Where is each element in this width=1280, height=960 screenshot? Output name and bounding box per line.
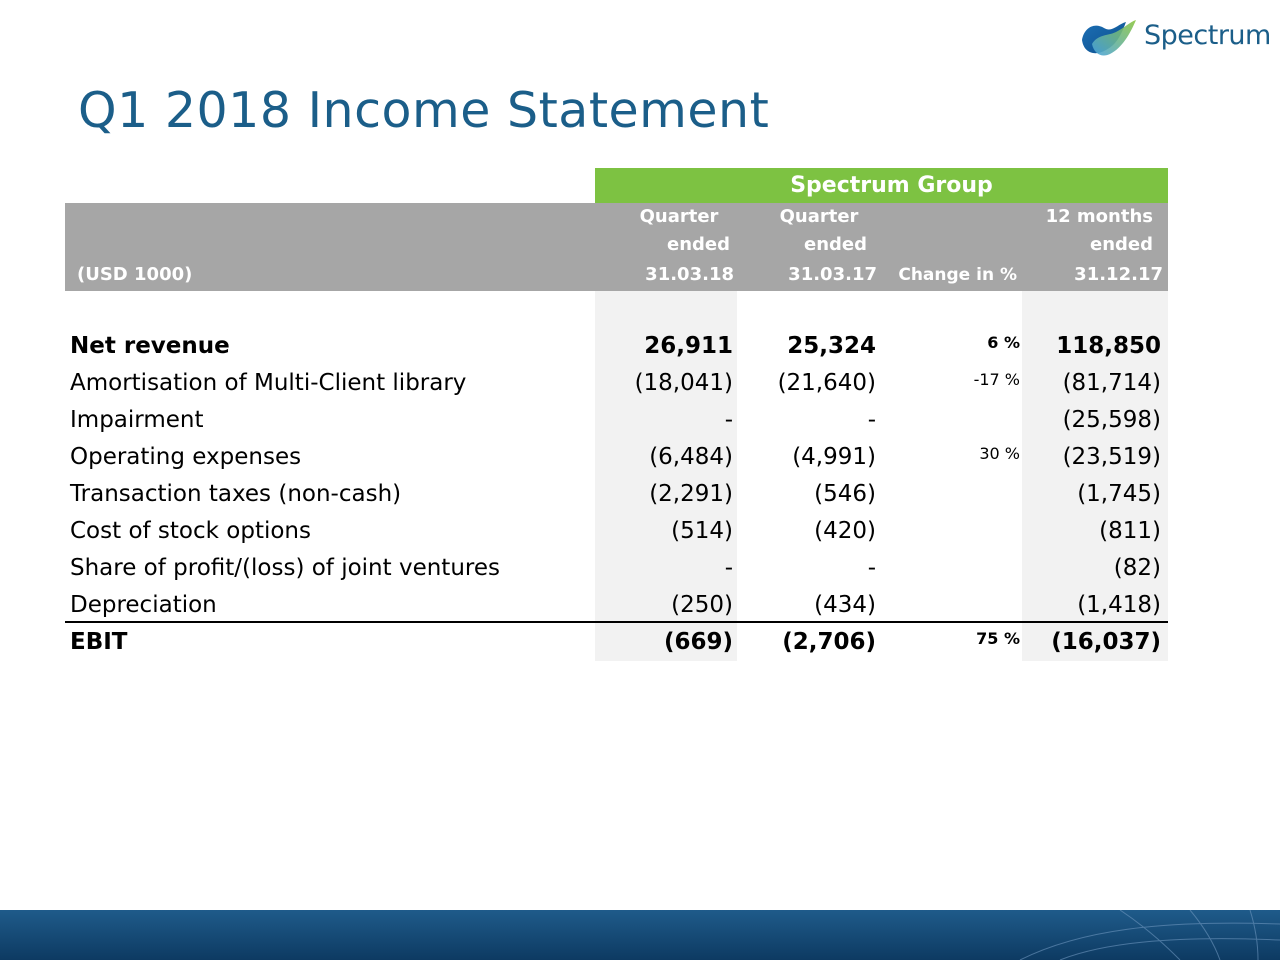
cell-q1-2018: (6,484) (649, 444, 733, 470)
column-header-q1-2018-line3 (610, 261, 734, 289)
table-row (68, 624, 1168, 661)
table-row (68, 328, 1168, 365)
column-header-q1-2018-line2 (610, 231, 730, 259)
row-label: Share of profit/(loss) of joint ventures (70, 555, 500, 581)
column-header-line: 31.03.18 (645, 264, 734, 285)
cell-fy-2017: (25,598) (1062, 407, 1161, 433)
column-header-fy-2017-line3 (1025, 261, 1163, 289)
column-header-q1-2017-line2 (755, 231, 867, 259)
row-label: Amortisation of Multi-Client library (70, 370, 467, 396)
cell-q1-2018: (18,041) (634, 370, 733, 396)
cell-fy-2017: (23,519) (1062, 444, 1161, 470)
cell-fy-2017: (811) (1099, 518, 1161, 544)
cell-q1-2017: 25,324 (787, 333, 876, 359)
cell-q1-2017: - (867, 555, 876, 581)
cell-fy-2017: 118,850 (1056, 333, 1161, 359)
cell-q1-2018: - (724, 555, 733, 581)
cell-change-percent: 30 % (979, 444, 1020, 463)
cell-fy-2017: (1,745) (1077, 481, 1161, 507)
group-header: Spectrum Group (595, 168, 1168, 203)
column-header-line: Quarter (779, 206, 859, 227)
row-label: Depreciation (70, 592, 217, 618)
cell-q1-2017: (21,640) (777, 370, 876, 396)
cell-q1-2017: (434) (814, 592, 876, 618)
column-header-line: 31.03.17 (788, 264, 877, 285)
cell-q1-2018: - (724, 407, 733, 433)
column-header-fy-2017-line2 (1025, 231, 1153, 259)
cell-fy-2017: (1,418) (1077, 592, 1161, 618)
column-header-line: Quarter (639, 206, 719, 227)
column-header-q1-2018 (625, 203, 733, 231)
cell-q1-2017: (420) (814, 518, 876, 544)
row-label: Transaction taxes (non-cash) (70, 481, 402, 507)
column-header-change (887, 261, 1017, 289)
column-header-line: 31.12.17 (1074, 264, 1163, 285)
table-row (68, 587, 1168, 624)
cell-q1-2018: (250) (671, 592, 733, 618)
column-header-q1-2017 (765, 203, 873, 231)
ebit-divider (65, 621, 1168, 623)
row-label: EBIT (70, 629, 128, 655)
cell-change-percent: 6 % (987, 333, 1020, 352)
table-row (68, 476, 1168, 513)
column-header-bar (65, 203, 1168, 291)
footer-band (0, 910, 1280, 960)
column-header-line: Change in % (898, 265, 1017, 285)
table-row (68, 402, 1168, 439)
column-header-q1-2017-line3 (755, 261, 877, 289)
cell-q1-2017: (546) (814, 481, 876, 507)
table-row (68, 550, 1168, 587)
slide-title: Q1 2018 Income Statement (78, 82, 770, 139)
cell-q1-2018: 26,911 (644, 333, 733, 359)
table-row (68, 513, 1168, 550)
cell-change-percent: -17 % (973, 370, 1020, 389)
column-header-fy-2017 (1025, 203, 1153, 231)
logo-wordmark: Spectrum (1144, 20, 1271, 51)
cell-fy-2017: (82) (1113, 555, 1161, 581)
column-header-line: ended (804, 234, 867, 255)
row-label: Impairment (70, 407, 204, 433)
globe-grid-icon (1000, 910, 1280, 960)
wave-logo-icon (1078, 14, 1142, 62)
cell-q1-2017: (4,991) (792, 444, 876, 470)
cell-q1-2018: (2,291) (649, 481, 733, 507)
cell-fy-2017: (81,714) (1062, 370, 1161, 396)
column-header-line: 12 months (1045, 206, 1153, 227)
column-header-line: ended (667, 234, 730, 255)
row-label: Net revenue (70, 333, 230, 359)
cell-q1-2017: - (867, 407, 876, 433)
unit-label: (USD 1000) (77, 264, 193, 285)
cell-q1-2017: (2,706) (782, 629, 876, 655)
cell-q1-2018: (514) (671, 518, 733, 544)
column-header-line: ended (1090, 234, 1153, 255)
row-label: Cost of stock options (70, 518, 311, 544)
table-row (68, 439, 1168, 476)
row-label: Operating expenses (70, 444, 302, 470)
cell-change-percent: 75 % (976, 629, 1020, 648)
table-row (68, 365, 1168, 402)
spectrum-logo (1078, 14, 1271, 62)
cell-q1-2018: (669) (663, 629, 733, 655)
cell-fy-2017: (16,037) (1051, 629, 1161, 655)
